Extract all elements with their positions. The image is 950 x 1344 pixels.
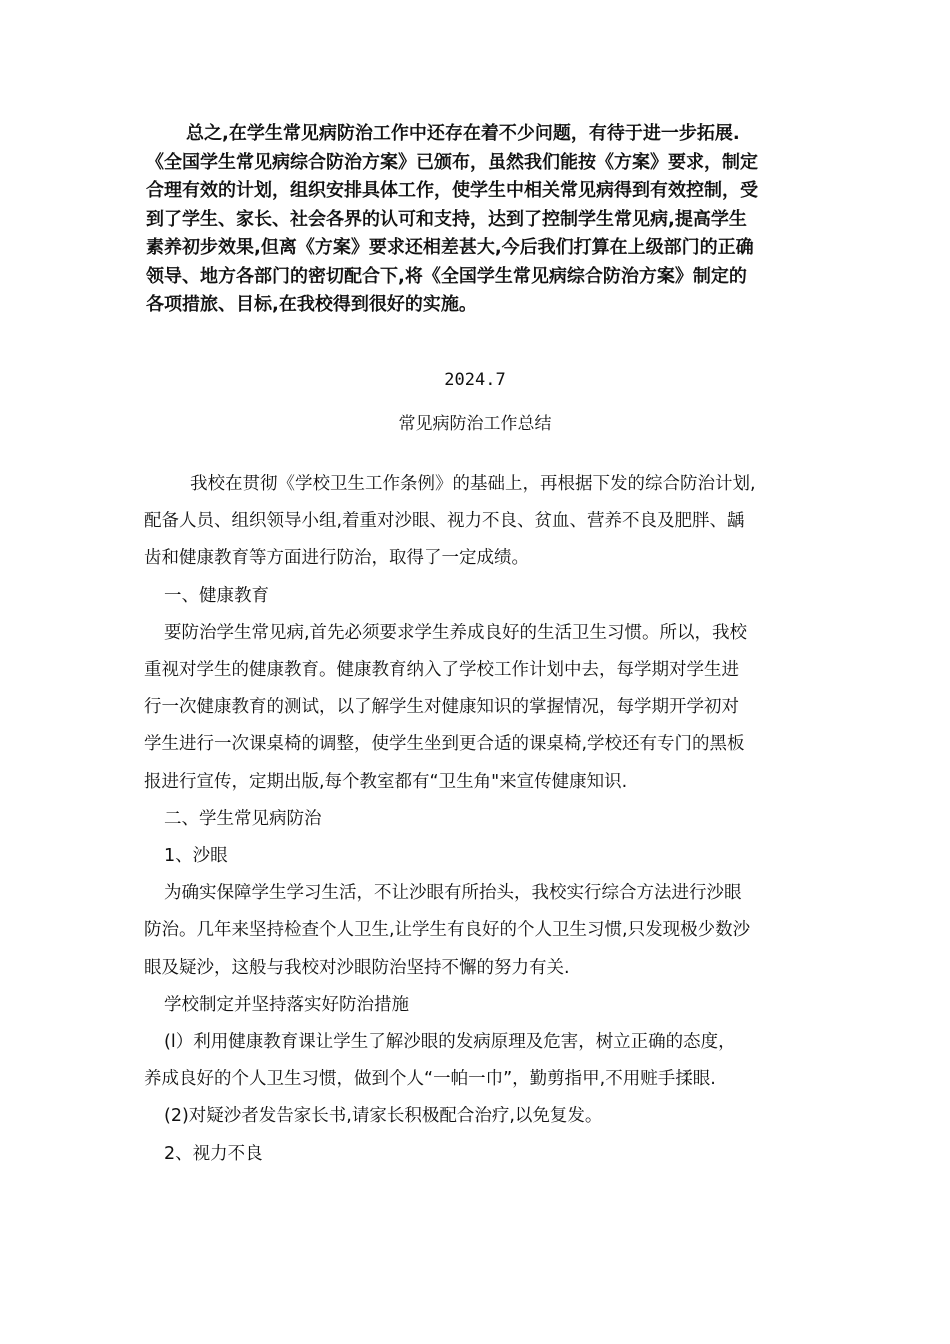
document-title: 常见病防治工作总结 (398, 414, 552, 434)
summary-line: 领导、地方各部门的密切配合下,将《全国学生常见病综合防治方案》制定的 (146, 265, 747, 287)
summary-line: 素养初步效果,但离《方案》要求还相差甚大,今后我们打算在上级部门的正确 (146, 237, 754, 258)
document-date: 2024.7 (444, 370, 506, 390)
body-line: 我校在贯彻《学校卫生工作条例》的基础上，再根据下发的综合防治计划, (190, 474, 756, 494)
body-line: 行一次健康教育的测试，以了解学生对健康知识的掌握情况，每学期开学初对 (144, 697, 739, 718)
summary-line: 各项措旅、目标,在我校得到很好的实施。 (146, 294, 477, 315)
subsection-heading: 2、视力不良 (164, 1143, 263, 1164)
body-text (144, 466, 820, 1173)
body-line: 要防治学生常见病,首先必须要求学生养成良好的生活卫生习惯。所以，我校 (164, 622, 748, 643)
body-line: (2)对疑沙者发告家长书,请家长积极配合治疗,以免复发。 (164, 1106, 603, 1127)
summary-line: 总之,在学生常见病防治工作中还存在着不少问题，有待于进一步拓展. (186, 123, 740, 144)
summary-paragraph (146, 120, 814, 320)
summary-line: 合理有效的计划，组织安排具体工作，使学生中相关常见病得到有效控制，受 (146, 180, 758, 201)
body-line: (l）利用健康教育课让学生了解沙眼的发病原理及危害，树立正确的态度， (164, 1032, 736, 1053)
body-line: 学校制定并坚持落实好防治措施 (164, 994, 409, 1015)
body-line: 养成良好的个人卫生习惯，做到个人“一帕一巾”，勤剪指甲,不用赃手揉眼. (144, 1069, 716, 1090)
body-line: 齿和健康教育等方面进行防治，取得了一定成绩。 (144, 548, 529, 569)
body-line: 学生进行一次课桌椅的调整，使学生坐到更合适的课桌椅,学校还有专门的黑板 (144, 734, 745, 755)
summary-line: 到了学生、家长、社会各界的认可和支持，达到了控制学生常见病,提高学生 (146, 208, 747, 230)
body-line: 配备人员、组织领导小组,着重对沙眼、视力不良、贫血、营养不良及肥胖、龋 (144, 511, 745, 532)
body-line: 报进行宣传，定期出版,每个教室都有“卫生角"来宣传健康知识. (144, 771, 628, 792)
body-line: 眼及疑沙，这般与我校对沙眼防治坚持不懈的努力有关. (144, 957, 570, 978)
section-heading: 一、健康教育 (164, 585, 269, 606)
body-line: 重视对学生的健康教育。健康教育纳入了学校工作计划中去，每学期对学生进 (144, 660, 739, 681)
summary-line: 《全国学生常见病综合防治方案》已颁布，虽然我们能按《方案》要求，制定 (146, 151, 758, 173)
subsection-heading: 1、沙眼 (164, 846, 228, 867)
body-line: 防治。几年来坚持检查个人卫生,让学生有良好的个人卫生习惯,只发现极少数沙 (144, 920, 751, 941)
section-heading: 二、学生常见病防治 (164, 808, 322, 829)
body-line: 为确实保障学生学习生活，不让沙眼有所抬头，我校实行综合方法进行沙眼 (164, 883, 742, 904)
